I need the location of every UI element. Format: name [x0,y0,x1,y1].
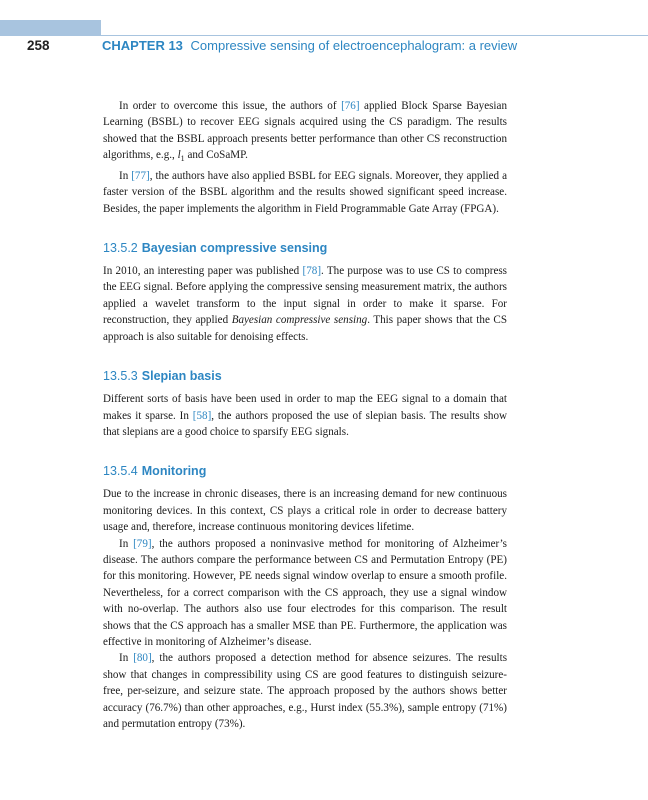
paragraph: In [80], the authors proposed a detection method for absence seizures. The results show that changes in compressibility using CS are good features to distinguish seizure-free, per-seizure, and seizure state. The approach proposed by the authors shows better accuracy (76.7%) than other approaches, e.g., Hurst index (55.3%), sample entropy (71%) and permutation entropy (73%). [103,652,508,730]
section-heading [103,463,507,479]
section-number: 13.5.2 [103,241,138,256]
paragraph: In [77], the authors have also applied BSBL for EEG signals. Moreover, they applied a faster version of the BSBL algorithm and the results showed significant speed increase. Besides, the paper implements the algorithm in Field Programmable Gate Array (FPGA). [103,169,507,215]
paragraph: Due to the increase in chronic diseases, there is an increasing demand for new continuous monitoring devices. In this context, CS plays a critical role in order to decrease battery usage and, therefore, increase continuous monitoring devices lifetime. [103,488,507,534]
header-rule [101,35,648,36]
page-number: 258 [27,38,50,53]
citation-link[interactable]: [78] [302,265,322,278]
citation-link[interactable]: [80] [133,652,152,665]
paragraph: In [79], the authors proposed a noninvasive method for monitoring of Alzheimer’s disease. The authors compare the performance between CS and Permutation Entropy (PE) for this monitoring. However, PE needs signal window overlap to ensure a smooth profile. Nevertheless, for a correct comparison with the CS approach, they use a signal window with no-overlap. The authors also use four electrodes for this comparison. The result shows that the CS approach has a smaller MSE than PE. Furthermore, the application was effective in monitoring of Alzheimer’s disease. [103,537,507,648]
paragraph: Different sorts of basis have been used in order to map the EEG signal to a domain that makes it sparse. In [58], the authors proposed the use of slepian basis. The results show that slepians are a good choice to sparsify EEG signals. [103,393,508,438]
citation-link[interactable]: [77] [131,169,150,182]
paragraph: In order to overcome this issue, the authors of [76] applied Block Sparse Bayesian Learning (BSBL) to recover EEG signals acquired using the CS paradigm. The results showed that the BSBL approach presents better performance than other CS reconstruction algorithms, e.g., $l_1$ and CoSaMP. [103,100,507,164]
section-number: 13.5.3 [103,369,138,384]
chapter-label: CHAPTER 13 [102,38,183,53]
chapter-heading [102,38,517,53]
citation-link[interactable]: [58] [192,409,212,422]
citation-link[interactable]: [79] [133,537,152,550]
section-heading [103,368,507,384]
section-title: Monitoring [141,464,207,479]
section-title: Slepian basis [141,369,222,384]
header-color-block [0,20,101,36]
body-text [103,98,507,732]
paragraph: In 2010, an interesting paper was published [78]. The purpose was to use CS to compress the EEG signal. Before applying the compressive sensing measurement matrix, the authors applied a wavelet transform to the input signal in order to make it sparse. For reconstruction, they applied Bayesian compressive sensing. This paper shows that the CS approach is also suitable for denoising effects. [103,265,507,343]
citation-link[interactable]: [76] [341,100,360,112]
section-number: 13.5.4 [103,464,138,479]
chapter-title: Compressive sensing of electroencephalogram: a review [190,38,518,53]
section-heading [103,240,507,256]
section-title: Bayesian compressive sensing [141,241,328,256]
